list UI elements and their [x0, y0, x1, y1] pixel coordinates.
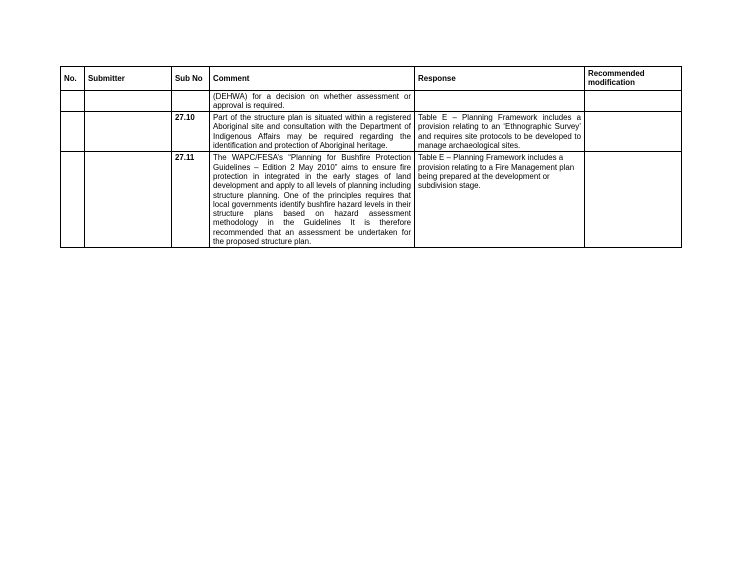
header-row: [61, 67, 682, 91]
cell-no: [61, 90, 85, 112]
header-recommended-modification: Recommended modification: [585, 67, 682, 91]
table-row: [61, 112, 682, 152]
header-comment: Comment: [210, 67, 415, 91]
cell-no: [61, 112, 85, 152]
cell-response: Table E – Planning Framework includes a provision relating to a Fire Management plan being prepared at the development or subdivision stage.: [415, 152, 585, 248]
cell-submitter: [85, 152, 172, 248]
cell-recommended-modification: [585, 152, 682, 248]
header-sub-no: Sub No: [172, 67, 210, 91]
table-row: [61, 152, 682, 248]
table-header: [61, 67, 682, 91]
header-response: Response: [415, 67, 585, 91]
cell-response: Table E – Planning Framework includes a provision relating to an ‘Ethnographic Survey’ and requires site protocols to be developed to manage archaeological sites.: [415, 112, 585, 152]
cell-sub-no: 27.10: [172, 112, 210, 152]
table-body: [61, 90, 682, 248]
cell-comment: The WAPC/FESA’s “Planning for Bushfire Protection Guidelines – Edition 2 May 2010” aims to ensure fire protection in integrated in the early stages of land development and apply to all levels of planning including structure planning. One of the principles requires that local governments identify bushfire hazard levels in their structure plans based on hazard assessment methodology in the Guidelines It is therefore recommended that an assessment be undertaken for the proposed structure plan.: [210, 152, 415, 248]
header-submitter: Submitter: [85, 67, 172, 91]
cell-comment: Part of the structure plan is situated within a registered Aboriginal site and consultation with the Department of Indigenous Affairs may be required regarding the identification and protection of Aboriginal heritage.: [210, 112, 415, 152]
cell-recommended-modification: [585, 112, 682, 152]
cell-response: [415, 90, 585, 112]
header-no: No.: [61, 67, 85, 91]
cell-submitter: [85, 90, 172, 112]
cell-sub-no: [172, 90, 210, 112]
submissions-table: [60, 66, 682, 248]
cell-recommended-modification: [585, 90, 682, 112]
cell-comment: (DEHWA) for a decision on whether assessment or approval is required.: [210, 90, 415, 112]
cell-no: [61, 152, 85, 248]
table-row: [61, 90, 682, 112]
cell-submitter: [85, 112, 172, 152]
cell-sub-no: 27.11: [172, 152, 210, 248]
